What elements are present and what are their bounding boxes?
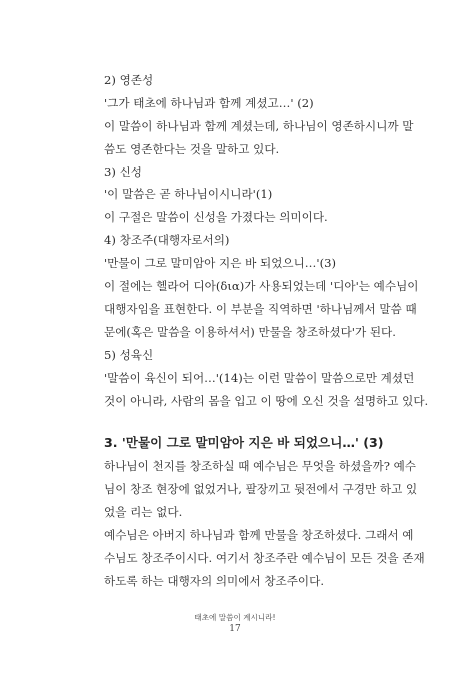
body-line: 이 말씀이 하나님과 함께 계셨는데, 하나님이 영존하시니까 말 (104, 119, 414, 133)
subheading-eternity: 2) 영존성 (104, 73, 154, 87)
body-line: 문에(혹은 말씀을 이용하셔서) 만물을 창조하셨다'가 된다. (104, 325, 396, 339)
footer-book-title: 태초에 말씀이 계시니라! (194, 613, 276, 622)
body-line: 것이 아니라, 사람의 몸을 입고 이 땅에 오신 것을 설명하고 있다. (104, 394, 429, 408)
body-line: 수님도 창조주이시다. 여기서 창조주란 예수님이 모든 것을 존재 (104, 551, 425, 565)
quote-line: '만물이 그로 말미암아 지은 바 되었으니…'(3) (104, 256, 337, 270)
quote-line: '그가 태초에 하나님과 함께 계셨고…' (2) (104, 96, 314, 110)
body-line: 이 구절은 말씀이 신성을 가졌다는 의미이다. (104, 210, 328, 224)
section-heading: 3. '만물이 그로 말미암아 지은 바 되었으니…' (3) (104, 435, 384, 450)
page-number: 17 (229, 624, 241, 634)
body-line: '말씀이 육신이 되어…'(14)는 이런 말씀이 말씀으로만 계셨던 (104, 371, 415, 385)
body-line: 님이 창조 현장에 없었거나, 팔장끼고 뒷전에서 구경만 하고 있 (104, 482, 418, 496)
subheading-divinity: 3) 신성 (104, 165, 142, 179)
body-line: 대행자임을 표현한다. 이 부분을 직역하면 '하나님께서 말씀 때 (104, 302, 417, 316)
body-line: 었을 리는 없다. (104, 505, 183, 519)
subheading-creator: 4) 창조주(대행자로서의) (104, 233, 230, 247)
body-line: 이 절에는 헬라어 디아(δια)가 사용되었는데 '디아'는 예수님이 (104, 279, 419, 293)
body-line: 하도록 하는 대행자의 의미에서 창조주이다. (104, 574, 325, 588)
body-line: 예수님은 아버지 하나님과 함께 만물을 창조하셨다. 그래서 예 (104, 528, 414, 542)
subheading-incarnation: 5) 성육신 (104, 348, 154, 362)
body-line: 씀도 영존한다는 것을 말하고 있다. (104, 142, 280, 156)
body-line: 하나님이 천지를 창조하실 때 예수님은 무엇을 하셨을까? 예수 (104, 459, 417, 473)
quote-line: '이 말씀은 곧 하나님이시니라'(1) (104, 187, 273, 201)
